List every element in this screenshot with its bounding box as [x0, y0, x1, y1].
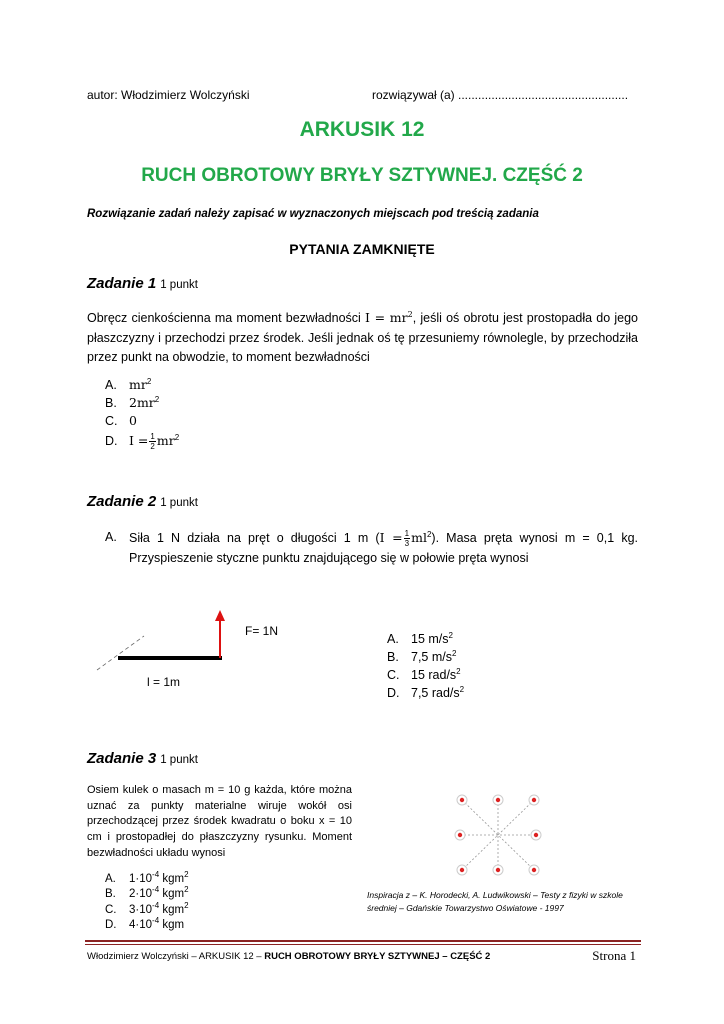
balls-diagram: [450, 790, 550, 880]
task1-points: 1 punkt: [160, 279, 198, 291]
task3-option-a[interactable]: A. $1\cdot 10^{-4}$ kgm$^2$: [105, 870, 189, 885]
task2-option-b[interactable]: B. 7,5 $m/s^2$: [387, 649, 457, 664]
task1-options: [105, 376, 179, 451]
task3-options: [105, 872, 189, 933]
rod-diagram: [92, 608, 262, 673]
rotation-axis: [97, 636, 144, 670]
task2-title: Zadanie 2: [87, 493, 157, 510]
task1-option-d[interactable]: D. I = $\frac{1}{2}$ $mr^2$: [105, 432, 180, 452]
ball-bottom-left: [457, 865, 467, 875]
footer-rule: [85, 940, 641, 942]
task1-heading: [87, 275, 198, 292]
solver-line: rozwiązywał (a) ...................................................: [372, 88, 629, 102]
section-heading: PYTANIA ZAMKNIĘTE: [289, 241, 435, 257]
task1-title: Zadanie 1: [87, 275, 157, 292]
ball-bottom-right: [529, 865, 539, 875]
ball-top-right: [529, 795, 539, 805]
task3-option-b[interactable]: B. $2\cdot 10^{-4}$ kgm$^2$: [105, 885, 189, 901]
task1-option-c[interactable]: C. 0: [105, 413, 137, 428]
task2-options: [387, 630, 464, 702]
force-label: F= 1N: [245, 624, 279, 638]
footer-text: Włodzimierz Wolczyński – ARKUSIK 12 – RUCH OBROTOWY BRYŁY SZTYWNEJ – CZĘŚĆ 2: [87, 951, 491, 962]
task1-formula: $I = mr^2$: [365, 310, 413, 325]
ball-top-left: [457, 795, 467, 805]
task2-option-d[interactable]: D. 7,5 rad/$s^2$: [387, 685, 465, 700]
ball-top-center: [493, 795, 503, 805]
task2-text: Siła 1 N działa na pręt o długości 1 m (I = $\frac{1}{3}$ $ml^2$). Masa pręta wynosi m = 0,1 kg. Przyspieszenie styczne punktu znajdującego się w połowie pręta wynosi: [129, 529, 638, 565]
task3-title: Zadanie 3: [87, 750, 157, 767]
task2-option-c[interactable]: C. 15 rad/$s^2$: [387, 667, 461, 682]
task2-heading: [87, 493, 198, 510]
task3-heading: [87, 750, 198, 767]
ball-middle-right: [531, 830, 541, 840]
fraction-half: $\frac{1}{2}$: [150, 432, 155, 452]
page-subtitle: RUCH OBROTOWY BRYŁY SZTYWNEJ. CZĘŚĆ 2: [141, 165, 583, 186]
task1-option-b[interactable]: B. $2mr^2$: [105, 395, 160, 410]
task2-points: 1 punkt: [160, 497, 198, 509]
page-number: Strona 1: [592, 948, 636, 963]
task3-points: 1 punkt: [160, 754, 198, 766]
length-label: l = 1m: [147, 675, 181, 689]
author-line: autor: Włodzimierz Wolczyński: [87, 88, 250, 102]
footer-rule-thin: [85, 944, 641, 945]
instruction: Rozwiązanie zadań należy zapisać w wyznaczonych miejscach pod treścią zadania: [87, 208, 539, 220]
ball-middle-left: [455, 830, 465, 840]
ball-bottom-center: [493, 865, 503, 875]
inspiration-note: Inspiracja z – K. Horodecki, A. Ludwikowski – Testy z fizyki w szkole średniej – Gdańskie Towarzystwo Oświatowe - 1997: [367, 890, 623, 913]
task2-label: A.: [105, 530, 117, 544]
task3-option-d[interactable]: D. $4\cdot 10^{-4}$ kgm: [105, 915, 185, 931]
page-title: ARKUSIK 12: [299, 118, 425, 141]
task2-option-a[interactable]: A. 15 $m/s^2$: [387, 631, 453, 646]
task1-text: Obręcz cienkościenna ma moment bezwładności $I = mr^2$, jeśli oś obrotu jest prostopadła do jego płaszczyzny i przechodzi przez środek. Jeśli jednak oś tę przesuniemy równolegle, by przechodziła przez punkt na obwodzie, to moment bezwładności: [87, 310, 638, 364]
fraction-third: $\frac{1}{3}$: [404, 529, 410, 549]
task1-option-a[interactable]: A. $mr^2$: [105, 377, 152, 392]
force-arrow-head: [215, 610, 225, 621]
task3-option-c[interactable]: C. $3\cdot 10^{-4}$ kgm$^2$: [105, 900, 189, 916]
task3-text: Osiem kulek o masach m = 10 g każda, które można uznać za punkty materialne wiruje wokół osi przechodzącej przez środek kwadratu o boku x = 10 cm i prostopadłej do płaszczyzny rysunku. Moment bezwładności układu wynosi: [87, 784, 352, 859]
